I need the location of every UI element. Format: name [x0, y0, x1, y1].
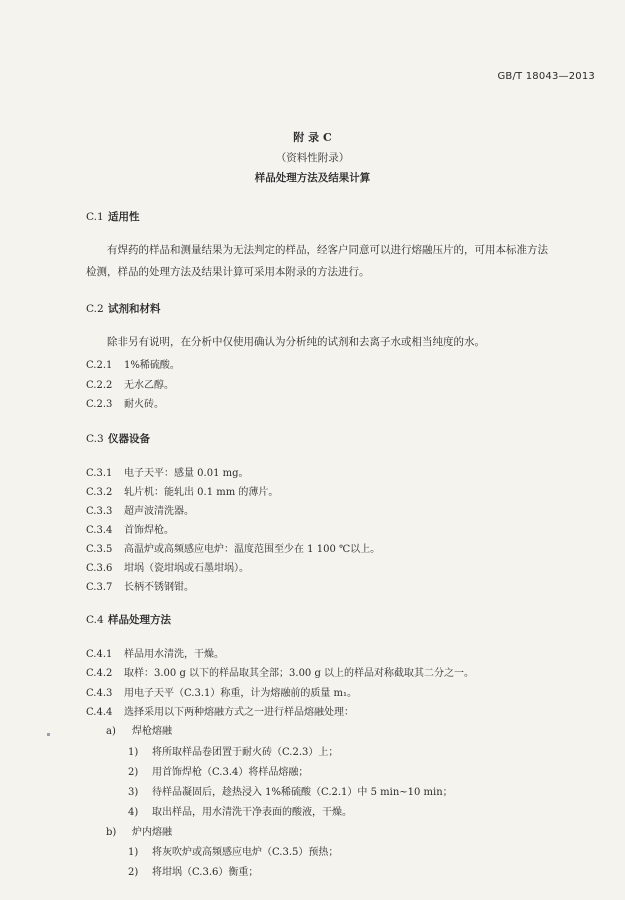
clause-text: 电子天平：感量 0.01 mg。: [124, 468, 249, 479]
clause-text: 样品用水清洗，干燥。: [124, 649, 224, 660]
clause-text: 长柄不锈钢钳。: [124, 582, 194, 593]
clause-text: 首饰焊枪。: [124, 525, 174, 536]
clause-number: C.4.3: [86, 688, 113, 699]
section-c3-heading: [86, 431, 150, 446]
step-label: 3): [128, 787, 139, 798]
clause-number: C.3.1: [86, 468, 113, 479]
clause-text: 取样：3.00 g 以下的样品取其全部；3.00 g 以上的样品对称截取其二分之一。: [124, 668, 475, 679]
section-title: 试剂和材料: [108, 303, 161, 315]
clause-number: C.3.3: [86, 506, 113, 517]
step-text: 用首饰焊枪（C.3.4）将样品熔融；: [152, 767, 309, 778]
section-number: C.4: [86, 614, 104, 626]
step-text: 取出样品，用水清洗干净表面的酸液，干燥。: [152, 807, 352, 818]
section-c2-intro: 除非另有说明，在分析中仅使用确认为分析纯的试剂和去离子水或相当纯度的水。: [107, 336, 485, 348]
clause-item: [86, 664, 474, 679]
step-label: 2): [128, 767, 139, 778]
step-item: [128, 863, 258, 878]
section-c1-paragraph: 有焊药的样品和测量结果为无法判定的样品，经客户同意可以进行熔融压片的，可用本标准方法检测，样品的处理方法及结果计算可采用本附录的方法进行。: [86, 244, 548, 278]
clause-text: 1%稀硫酸。: [124, 360, 180, 371]
step-text: 将坩埚（C.3.6）衡重；: [152, 867, 259, 878]
annex-nature: （资料性附录）: [275, 152, 350, 164]
clause-number: C.4.1: [86, 649, 113, 660]
clause-text: 耐火砖。: [124, 399, 164, 410]
annex-label: 附 录 C: [293, 131, 332, 144]
clause-item: [86, 684, 357, 699]
clause-item: [86, 540, 380, 555]
step-text: 将灰吹炉或高频感应电炉（C.3.5）预热；: [152, 847, 339, 858]
clause-item: [86, 502, 194, 517]
section-number: C.1: [86, 211, 104, 223]
standard-number: GB/T 18043—2013: [497, 71, 595, 82]
clause-text: 无水乙醇。: [124, 380, 174, 391]
section-c1-heading: [86, 209, 140, 224]
clause-number: C.3.2: [86, 487, 113, 498]
clause-item: [86, 356, 180, 371]
step-label: 2): [128, 867, 139, 878]
clause-item: [86, 464, 249, 479]
section-number: C.3: [86, 433, 104, 445]
annex-title: 样品处理方法及结果计算: [254, 172, 371, 184]
clause-text: 选择采用以下两种熔融方式之一进行样品熔融处理：: [124, 707, 354, 718]
method-a-heading: [106, 722, 172, 737]
clause-text: 轧片机：能轧出 0.1 mm 的薄片。: [124, 487, 279, 498]
clause-item: [86, 703, 354, 718]
step-label: 4): [128, 807, 139, 818]
clause-number: C.2.2: [86, 380, 113, 391]
step-item: [128, 803, 352, 818]
clause-item: [86, 376, 174, 391]
step-item: [128, 843, 338, 858]
clause-item: [86, 521, 174, 536]
list-label: b): [106, 827, 117, 838]
step-label: 1): [128, 747, 139, 758]
clause-number: C.3.4: [86, 525, 113, 536]
scan-speck: [47, 733, 50, 736]
section-title: 样品处理方法: [108, 614, 171, 626]
section-number: C.2: [86, 303, 104, 315]
step-item: [128, 783, 453, 798]
clause-text: 超声波清洗器。: [124, 506, 194, 517]
list-label: a): [106, 726, 116, 737]
step-label: 1): [128, 847, 139, 858]
method-title: 焊枪熔融: [132, 726, 172, 737]
clause-text: 用电子天平（C.3.1）称重，计为熔融前的质量 m₁。: [124, 688, 358, 699]
method-b-heading: [106, 823, 172, 838]
clause-text: 高温炉或高频感应电炉：温度范围至少在 1 100 ℃以上。: [124, 544, 381, 555]
clause-item: [86, 578, 194, 593]
step-item: [128, 743, 338, 758]
clause-number: C.3.5: [86, 544, 113, 555]
section-c4-heading: [86, 612, 171, 627]
clause-number: C.4.4: [86, 707, 113, 718]
clause-item: [86, 645, 224, 660]
section-title: 仪器设备: [108, 433, 150, 445]
clause-number: C.4.2: [86, 668, 113, 679]
step-item: [128, 763, 308, 778]
clause-item: [86, 483, 278, 498]
clause-number: C.2.3: [86, 399, 113, 410]
section-c2-heading: [86, 301, 161, 316]
method-title: 炉内熔融: [132, 827, 172, 838]
clause-item: [86, 395, 164, 410]
clause-number: C.3.6: [86, 563, 113, 574]
clause-text: 坩埚（瓷坩埚或石墨坩埚）。: [124, 563, 249, 574]
clause-item: [86, 559, 249, 574]
step-text: 将所取样品卷团置于耐火砖（C.2.3）上；: [152, 747, 339, 758]
clause-number: C.2.1: [86, 360, 113, 371]
step-text: 待样品凝固后，趁热浸入 1%稀硫酸（C.2.1）中 5 min~10 min；: [152, 787, 453, 798]
clause-number: C.3.7: [86, 582, 113, 593]
section-title: 适用性: [108, 211, 140, 223]
